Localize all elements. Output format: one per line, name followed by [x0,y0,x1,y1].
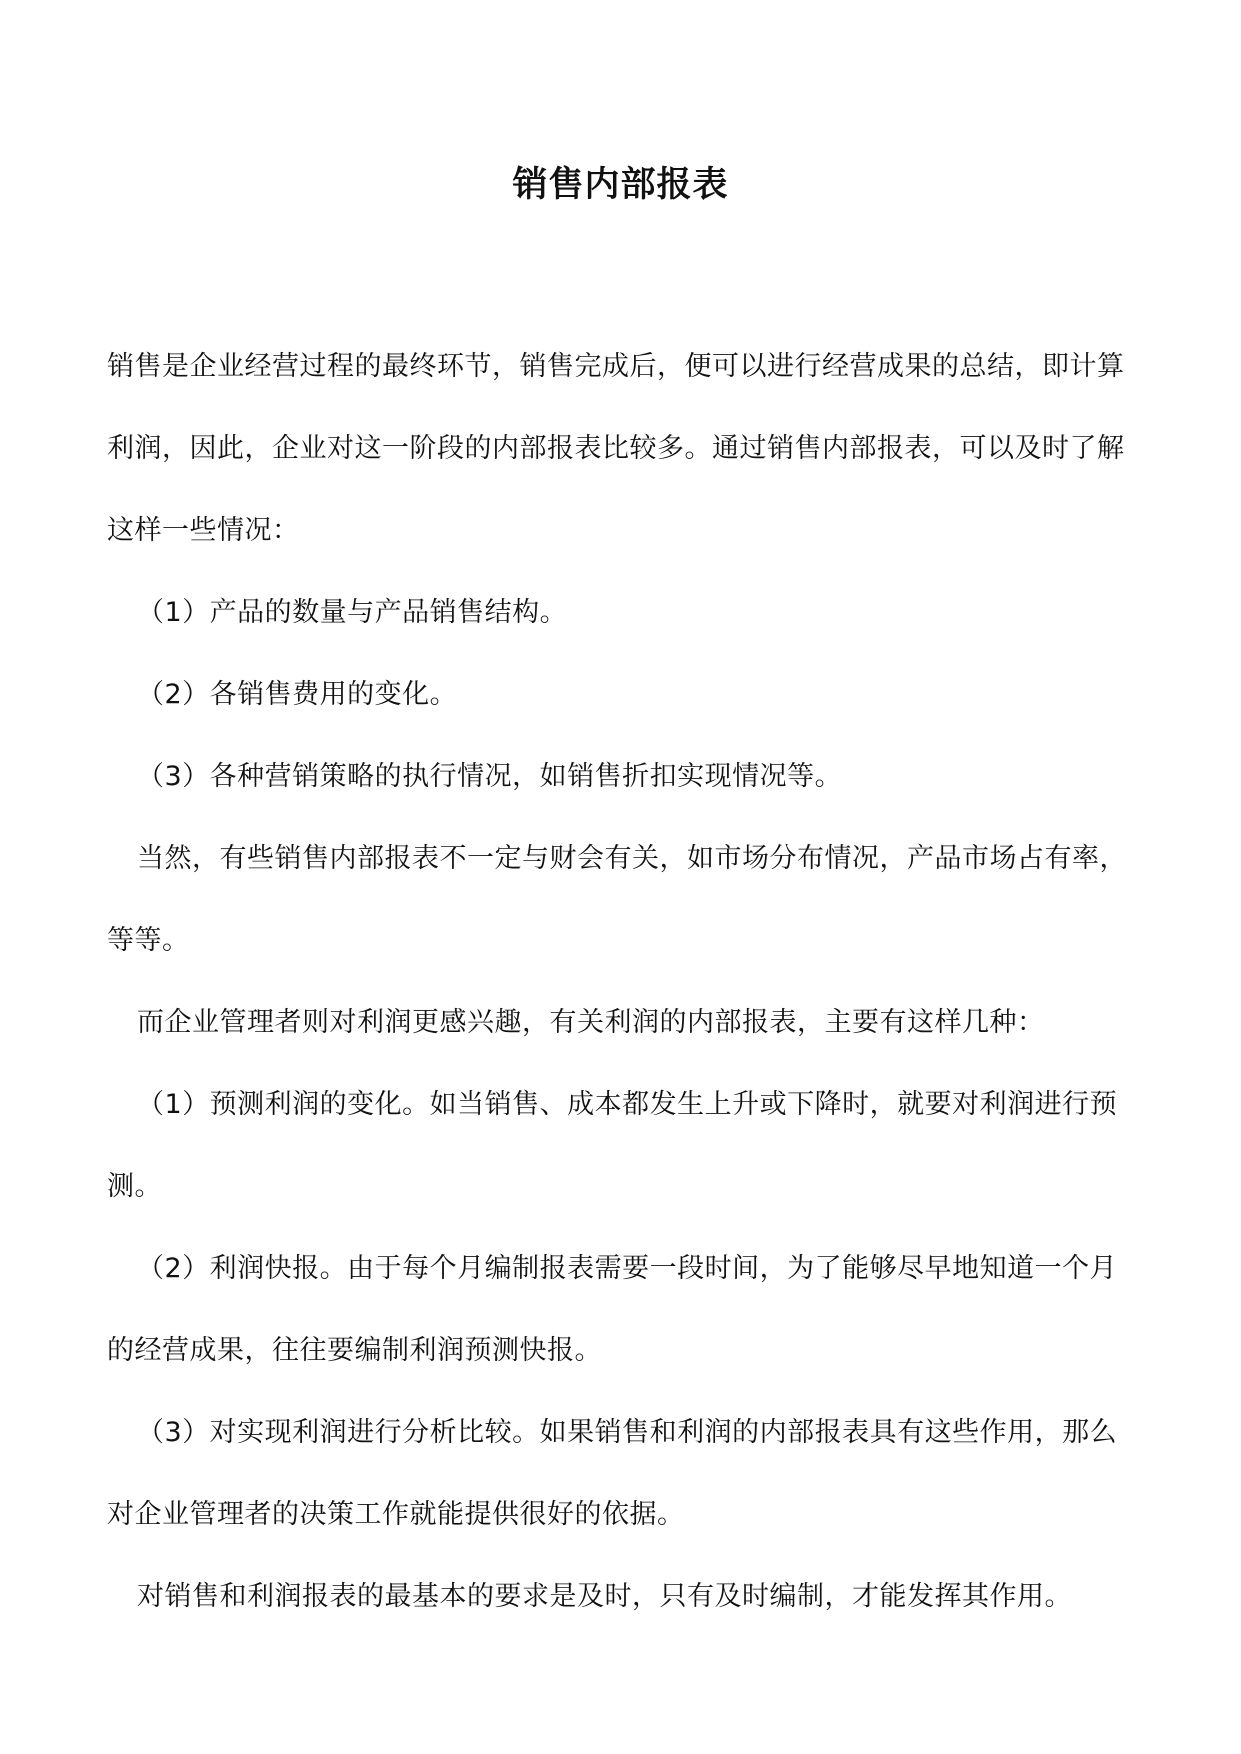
paragraph-profit-item-3: （3）对实现利润进行分析比较。如果销售和利润的内部报表具有这些作用，那么对企业管理者的决策工作就能提供很好的依据。 [107,1417,1118,1530]
paragraph-note: 当然，有些销售内部报表不一定与财会有关，如市场分布情况，产品市场占有率，等等。 [107,843,1127,956]
paragraph-sales-item-2: （2）各销售费用的变化。 [137,679,458,710]
document-body [107,326,1137,1638]
paragraph-profit-item-2: （2）利润快报。由于每个月编制报表需要一段时间，为了能够尽早地知道一个月的经营成果，往往要编制利润预测快报。 [107,1253,1118,1366]
paragraph-profit-intro: 而企业管理者则对利润更感兴趣，有关利润的内部报表，主要有这样几种： [137,1007,1045,1038]
paragraph-sales-item-1: （1）产品的数量与产品销售结构。 [137,597,568,628]
paragraph-sales-item-3: （3）各种营销策略的执行情况，如销售折扣实现情况等。 [137,761,843,792]
paragraph-conclusion: 对销售和利润报表的最基本的要求是及时，只有及时编制，才能发挥其作用。 [137,1581,1072,1612]
paragraph-intro: 销售是企业经营过程的最终环节，销售完成后，便可以进行经营成果的总结，即计算利润，因此，企业对这一阶段的内部报表比较多。通过销售内部报表，可以及时了解这样一些情况： [107,351,1125,546]
document-title: 销售内部报表 [512,165,729,205]
paragraph-profit-item-1: （1）预测利润的变化。如当销售、成本都发生上升或下降时，就要对利润进行预测。 [107,1089,1118,1202]
